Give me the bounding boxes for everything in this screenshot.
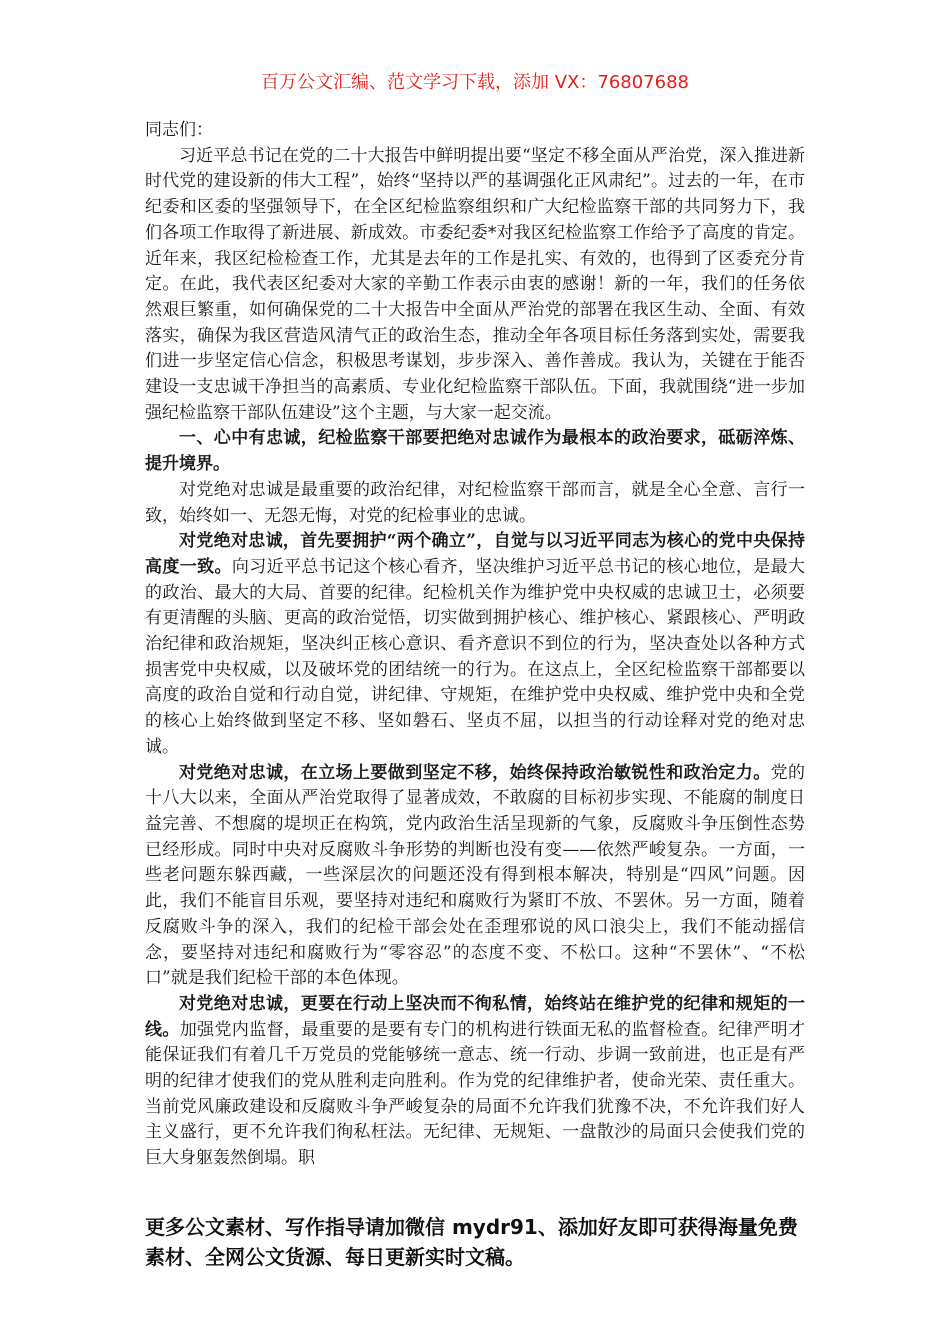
footer-ad: 更多公文素材、写作指导请加微信 mydr91、添加好友即可获得海量免费素材、全网公文货源、每日更新实时文稿。: [145, 1215, 798, 1269]
paragraph-1-text: 向习近平总书记这个核心看齐，坚决维护习近平总书记的核心地位，是最大的政治、最大的大局、首要的纪律。纪检机关作为维护党中央权威的忠诚卫士，必须要有更清醒的头脑、更高的政治觉悟，切实做到拥护核心、维护核心、紧跟核心、严明政治纪律和政治规矩，坚决纠正核心意识、看齐意识不到位的行为，坚决查处以各种方式损害党中央权威，以及破坏党的团结统一的行为。在这点上，全区纪检监察干部都要以高度的政治自觉和行动自觉，讲纪律、守规矩，在维护党中央权威、维护党中央和全党的核心上始终做到坚定不移、坚如磐石、坚贞不屈，以担当的行动诠释对党的绝对忠诚。: [145, 556, 806, 757]
paragraph-1: [145, 529, 805, 760]
paragraph-2: [145, 761, 805, 992]
paragraph-3-lead: 对党绝对忠诚，更要在行动上坚决而不徇私情，始终站在维护党的纪律和规矩的一线。: [145, 993, 805, 1040]
paragraph-2-lead: 对党绝对忠诚，在立场上要做到坚定不移，始终保持政治敏锐性和政治定力。: [179, 762, 771, 783]
header-banner: 百万公文汇编、范文学习下载，添加 VX：76807688: [261, 72, 689, 93]
paragraph-1-lead: 对党绝对忠诚，首先要拥护“两个确立”，自觉与以习近平同志为核心的党中央保持高度一致。: [145, 531, 805, 577]
paragraph-3-text: 加强党内监督，最重要的是要有专门的机构进行铁面无私的监督检查。纪律严明才能保证我们有着几千万党员的党能够统一意志、统一行动、步调一致前进，也正是有严明的纪律才使我们的党从胜利走向胜利。作为党的纪律维护者，使命光荣、责任重大。当前党风廉政建设和反腐败斗争严峻复杂的局面不允许我们犹豫不决，不允许我们好人主义盛行，更不允许我们徇私枉法。无纪律、无规矩、一盘散沙的局面只会使我们党的巨大身躯轰然倒塌。职: [145, 1019, 806, 1169]
salutation: 同志们：: [145, 120, 213, 140]
document-body: [145, 118, 805, 1172]
section-1-intro-paragraph: 对党绝对忠诚是最重要的政治纪律，对纪检监察干部而言，就是全心全意、言行一致，始终如一、无怨无悔，对党的纪检事业的忠诚。: [145, 479, 805, 526]
section-1-heading: 一、心中有忠诚，纪检监察干部要把绝对忠诚作为最根本的政治要求，砥砺淬炼、提升境界。: [145, 428, 805, 475]
paragraph-2-text: 党的十八大以来，全面从严治党取得了显著成效，不敢腐的目标初步实现、不能腐的制度日益完善、不想腐的堤坝正在构筑，党内政治生活呈现新的气象，反腐败斗争压倒性态势已经形成。同时中央对反腐败斗争形势的判断也没有变——依然严峻复杂。一方面，一些老问题东躲西藏，一些深层次的问题还没有得到根本解决，特别是“四风”问题。因此，我们不能盲目乐观，要坚持对违纪和腐败行为紧盯不放、不罢休。另一方面，随着反腐败斗争的深入，我们的纪检干部会处在歪理邪说的风口浪尖上，我们不能动摇信念，要坚持对违纪和腐败行为“零容忍”的态度不变、不松口。这种“不罢休”、“不松口”就是我们纪检干部的本色体现。: [145, 762, 806, 989]
paragraph-3: [145, 992, 805, 1172]
intro-paragraph: 习近平总书记在党的二十大报告中鲜明提出要“坚定不移全面从严治党，深入推进新时代党的建设新的伟大工程”，始终“坚持以严的基调强化正风肃纪”。过去的一年，在市纪委和区委的坚强领导下，在全区纪检监察组织和广大纪检监察干部的共同努力下，我们各项工作取得了新进展、新成效。市委纪委*对我区纪检监察工作给予了高度的肯定。近年来，我区纪检检查工作，尤其是去年的工作是扎实、有效的，也得到了区委充分肯定。在此，我代表区纪委对大家的辛勤工作表示由衷的感谢！新的一年，我们的任务依然艰巨繁重，如何确保党的二十大报告中全面从严治党的部署在我区生动、全面、有效落实，确保为我区营造风清气正的政治生态，推动全年各项目标任务落到实处，需要我们进一步坚定信心信念，积极思考谋划，步步深入、善作善成。我认为，关键在于能否建设一支忠诚干净担当的高素质、专业化纪检监察干部队伍。下面，我就围绕“进一步加强纪检监察干部队伍建设”这个主题，与大家一起交流。: [145, 145, 805, 423]
